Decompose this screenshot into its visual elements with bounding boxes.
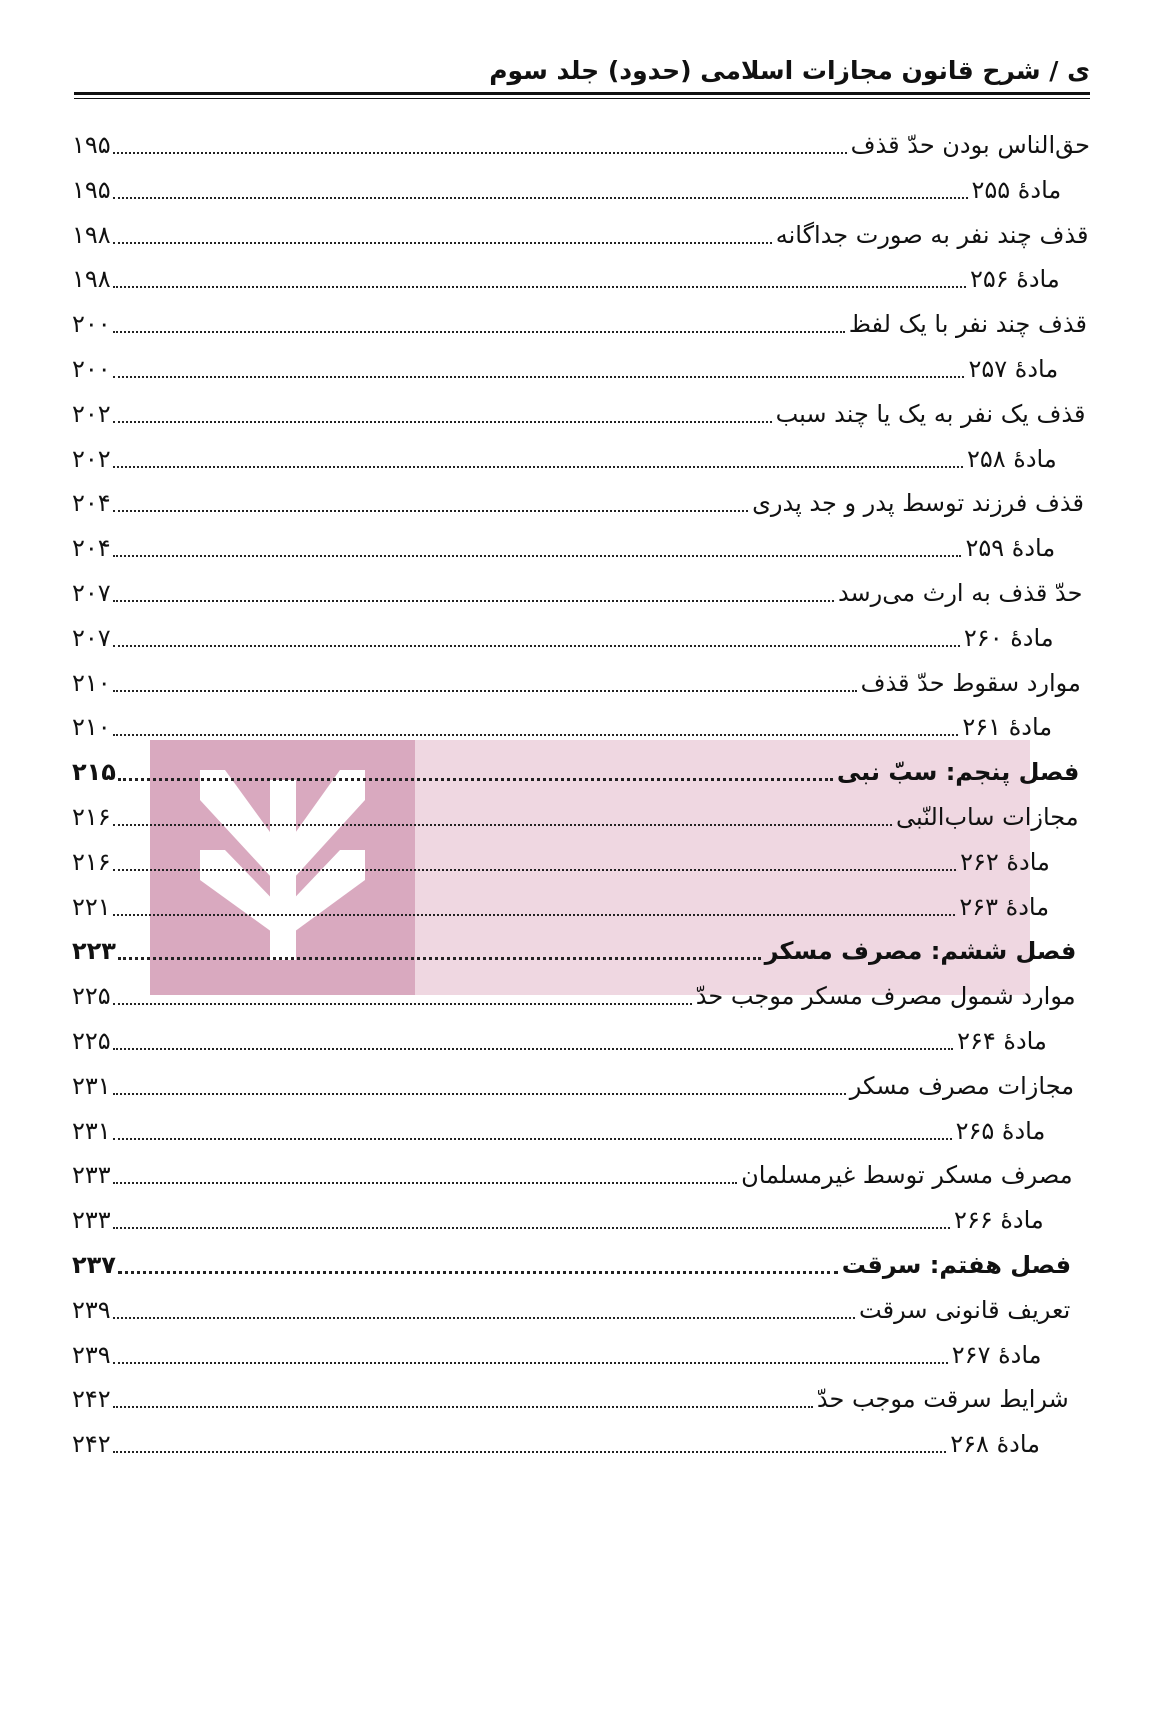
dot-leader xyxy=(113,914,956,916)
entry-page-number: ۲۳۹ xyxy=(72,1295,111,1324)
dot-leader xyxy=(113,869,956,871)
toc-article-entry xyxy=(72,256,1088,296)
dot-leader xyxy=(113,600,834,602)
toc-article-entry xyxy=(72,346,1086,386)
toc-article-entry xyxy=(72,1018,1075,1058)
toc-article-entry xyxy=(72,704,1080,744)
entry-page-number: ۲۴۲ xyxy=(72,1430,111,1459)
toc-article-entry xyxy=(72,1421,1068,1461)
dot-leader xyxy=(113,734,959,736)
entry-page-number: ۲۳۱ xyxy=(72,1116,111,1145)
entry-page-number: ۲۱۵ xyxy=(72,758,116,787)
toc-section-entry xyxy=(72,660,1081,700)
toc-section-entry xyxy=(72,1063,1074,1103)
toc-section-entry xyxy=(72,480,1084,520)
toc-section-entry xyxy=(72,973,1076,1013)
entry-title: مصرف مسکر توسط غیرمسلمان xyxy=(741,1161,1073,1190)
entry-page-number: ۲۱۶ xyxy=(72,803,111,831)
toc-article-entry xyxy=(72,436,1085,476)
entry-page-number: ۲۱۰ xyxy=(72,668,111,697)
running-title: ی / شرح قانون مجازات اسلامی (حدود) جلد سوم xyxy=(489,56,1090,85)
entry-page-number: ۲۰۴ xyxy=(72,534,111,563)
toc-section-entry xyxy=(72,1287,1070,1327)
entry-page-number: ۲۴۲ xyxy=(72,1385,111,1414)
entry-page-number: ۲۲۳ xyxy=(72,937,116,966)
entry-title: قذف فرزند توسط پدر و جد پدری xyxy=(752,489,1084,518)
dot-leader xyxy=(113,510,748,512)
entry-title: حدّ قذف به ارث می‌رسد xyxy=(837,579,1083,607)
dot-leader xyxy=(113,242,772,244)
dot-leader xyxy=(118,778,833,781)
entry-title: مجازات ساب‌النّبی xyxy=(895,803,1079,831)
dot-leader xyxy=(113,1003,692,1005)
toc-section-entry xyxy=(72,1152,1073,1192)
dot-leader xyxy=(113,1317,855,1319)
entry-page-number: ۱۹۵ xyxy=(72,175,111,204)
dot-leader xyxy=(113,645,960,647)
dot-leader xyxy=(113,1093,846,1095)
toc-section-entry xyxy=(72,122,1090,162)
entry-page-number: ۲۰۷ xyxy=(72,623,111,652)
entry-title: مادهٔ ۲۵۷ xyxy=(968,355,1059,383)
entry-page-number: ۱۹۸ xyxy=(72,220,111,249)
entry-page-number: ۱۹۸ xyxy=(72,265,111,294)
entry-title: فصل ششم: مصرف مسکر xyxy=(764,937,1077,966)
entry-title: حق‌الناس بودن حدّ قذف xyxy=(850,131,1090,159)
entry-page-number: ۲۳۳ xyxy=(72,1206,111,1235)
dot-leader xyxy=(113,376,965,378)
entry-title: مادهٔ ۲۶۰ xyxy=(963,623,1054,652)
entry-title: شرایط سرقت موجب حدّ xyxy=(816,1385,1069,1414)
entry-title: مادهٔ ۲۶۸ xyxy=(950,1430,1040,1459)
dot-leader xyxy=(113,286,966,288)
dot-leader xyxy=(113,1227,950,1229)
entry-page-number: ۲۰۷ xyxy=(72,579,111,607)
toc-article-entry xyxy=(72,525,1083,565)
toc-article-entry xyxy=(72,1108,1073,1148)
toc-article-entry xyxy=(72,884,1077,924)
entry-page-number: ۲۰۴ xyxy=(72,489,111,518)
dot-leader xyxy=(113,1451,947,1453)
entry-title: مادهٔ ۲۵۹ xyxy=(965,534,1056,563)
entry-page-number: ۲۰۲ xyxy=(72,444,111,473)
entry-page-number: ۲۳۹ xyxy=(72,1340,111,1369)
entry-page-number: ۲۰۰ xyxy=(72,355,111,383)
entry-page-number: ۲۳۷ xyxy=(72,1251,116,1279)
toc-section-entry xyxy=(72,1376,1069,1416)
toc-section-entry xyxy=(72,301,1087,341)
entry-title: موارد شمول مصرف مسکر موجب حدّ xyxy=(695,982,1076,1011)
toc-chapter-entry xyxy=(72,1242,1071,1282)
toc-section-entry xyxy=(72,794,1079,834)
entry-title: مادهٔ ۲۶۳ xyxy=(959,892,1050,921)
dot-leader xyxy=(113,197,968,199)
toc-section-entry xyxy=(72,570,1082,610)
entry-page-number: ۲۲۵ xyxy=(72,1027,111,1055)
dot-leader xyxy=(113,1138,952,1140)
toc-chapter-entry xyxy=(72,928,1076,968)
entry-title: مادهٔ ۲۶۵ xyxy=(955,1116,1046,1145)
dot-leader xyxy=(118,1271,838,1274)
toc-article-entry xyxy=(72,1197,1072,1237)
dot-leader xyxy=(113,466,963,468)
toc-article-entry xyxy=(72,615,1082,655)
entry-title: مجازات مصرف مسکر xyxy=(849,1071,1075,1100)
dot-leader xyxy=(113,421,772,423)
dot-leader xyxy=(113,690,857,692)
dot-leader xyxy=(113,1362,948,1364)
entry-title: مادهٔ ۲۶۲ xyxy=(960,847,1050,876)
toc-article-entry xyxy=(72,1332,1070,1372)
dot-leader xyxy=(118,957,761,960)
entry-title: قذف چند نفر با یک لفظ xyxy=(848,310,1087,339)
toc-section-entry xyxy=(72,212,1088,252)
entry-title: مادهٔ ۲۶۴ xyxy=(957,1027,1047,1055)
toc-section-entry xyxy=(72,391,1085,431)
entry-page-number: ۲۳۱ xyxy=(72,1071,111,1100)
toc-article-entry xyxy=(72,839,1078,879)
entry-page-number: ۱۹۵ xyxy=(72,131,111,159)
entry-title: مادهٔ ۲۶۱ xyxy=(962,713,1053,742)
dot-leader xyxy=(113,555,962,557)
entry-page-number: ۲۳۳ xyxy=(72,1161,111,1190)
entry-page-number: ۲۰۲ xyxy=(72,399,111,428)
dot-leader xyxy=(113,331,845,333)
dot-leader xyxy=(113,1182,737,1184)
entry-title: مادهٔ ۲۶۷ xyxy=(951,1340,1042,1369)
entry-title: فصل پنجم: سبّ نبی xyxy=(836,758,1080,787)
entry-title: موارد سقوط حدّ قذف xyxy=(860,668,1081,697)
entry-title: تعریف قانونی سرقت xyxy=(859,1295,1071,1324)
entry-page-number: ۲۲۱ xyxy=(72,892,111,921)
entry-title: قذف چند نفر به صورت جداگانه xyxy=(775,220,1089,249)
toc-article-entry xyxy=(72,167,1089,207)
entry-page-number: ۲۱۶ xyxy=(72,847,111,876)
dot-leader xyxy=(113,1406,813,1408)
entry-title: مادهٔ ۲۵۶ xyxy=(969,265,1060,294)
dot-leader xyxy=(113,152,847,154)
toc-chapter-entry xyxy=(72,749,1079,789)
entry-title: فصل هفتم: سرقت xyxy=(841,1251,1072,1279)
entry-title: مادهٔ ۲۵۸ xyxy=(966,444,1057,473)
dot-leader xyxy=(113,1048,953,1050)
entry-title: قذف یک نفر به یک یا چند سبب xyxy=(775,399,1086,428)
entry-page-number: ۲۱۰ xyxy=(72,713,111,742)
entry-page-number: ۲۰۰ xyxy=(72,310,111,339)
entry-title: مادهٔ ۲۵۵ xyxy=(971,175,1062,204)
dot-leader xyxy=(113,824,892,826)
entry-title: مادهٔ ۲۶۶ xyxy=(954,1206,1044,1235)
entry-page-number: ۲۲۵ xyxy=(72,982,111,1011)
